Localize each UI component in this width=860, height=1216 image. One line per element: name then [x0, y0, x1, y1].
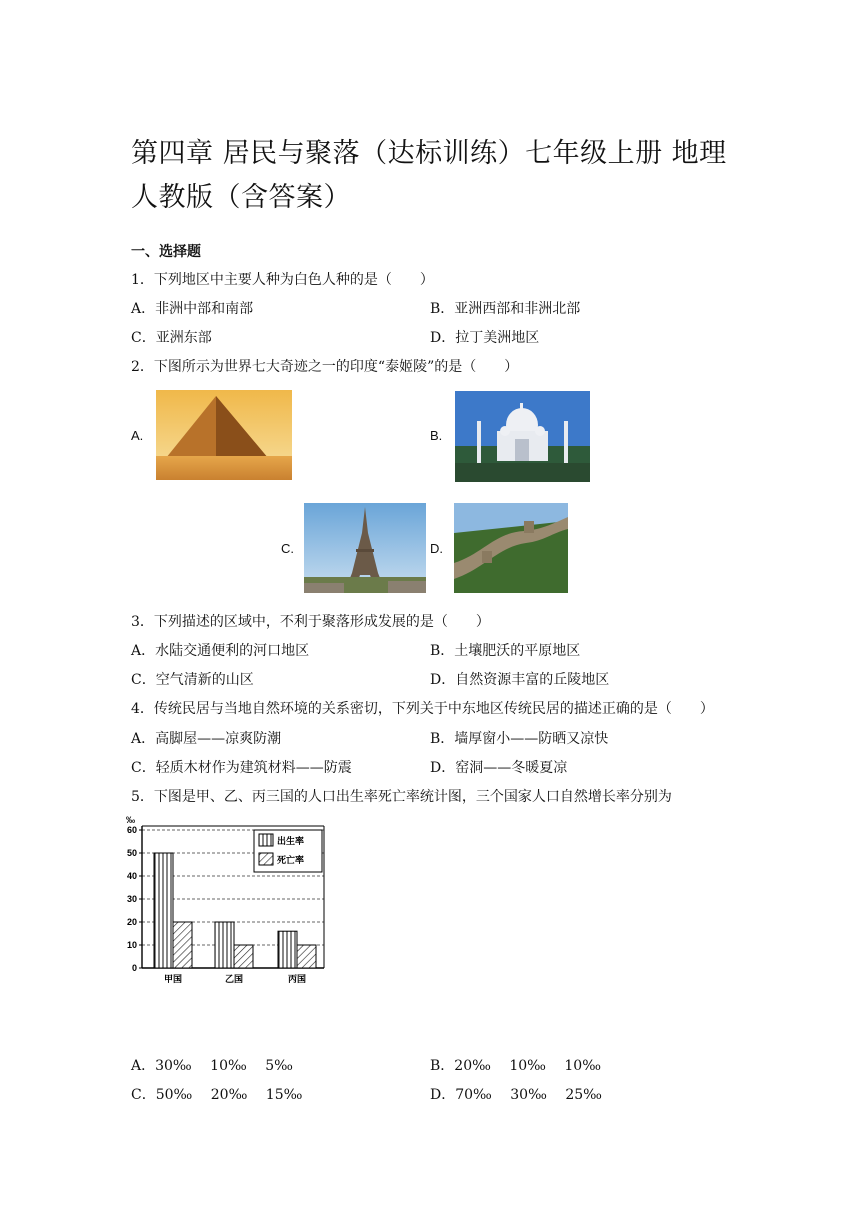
question-3-option-d: D．自然资源丰富的丘陵地区 [430, 672, 610, 688]
legend-label: 死亡率 [277, 856, 305, 866]
question-3-option-a: A．水陆交通便利的河口地区 [131, 643, 310, 659]
x-category-label: 丙国 [287, 975, 307, 985]
document-title: 第四章 居民与聚落（达标训练）七年级上册 地理人教版（含答案） [131, 138, 727, 213]
question-4-option-b: B．墙厚窗小——防晒又凉快 [430, 731, 609, 747]
y-tick-label: 40 [126, 871, 137, 881]
legend-swatch [259, 834, 273, 846]
x-category-label: 甲国 [163, 975, 183, 985]
question-4-option-a: A．高脚屋——凉爽防潮 [131, 731, 282, 747]
question-2-label-b: B. [430, 428, 443, 443]
question-1-option-b: B．亚洲西部和非洲北部 [430, 301, 581, 317]
y-tick-label: 30 [126, 894, 137, 904]
pyramid-image [156, 390, 292, 480]
bar-birth-1 [154, 853, 173, 968]
question-3-option-b: B．土壤肥沃的平原地区 [430, 643, 581, 659]
taj-mahal-image [455, 391, 590, 482]
question-4-stem: 4．传统民居与当地自然环境的关系密切，下列关于中东地区传统民居的描述正确的是（ ） [131, 701, 714, 717]
x-category-label: 乙国 [224, 975, 244, 985]
question-2-label-a: A. [131, 428, 144, 443]
question-3-option-c: C．空气清新的山区 [131, 672, 254, 688]
question-1-option-a: A．非洲中部和南部 [131, 301, 254, 317]
y-unit-label: ‰ [126, 815, 135, 825]
question-5-option-a: A．30‰ 10‰ 5‰ [131, 1058, 293, 1074]
section-heading: 一、选择题 [131, 244, 201, 260]
question-2-label-d: D. [430, 541, 443, 556]
eiffel-tower-image [304, 503, 426, 593]
question-2-label-c: C. [281, 541, 294, 556]
question-5-option-b: B．20‰ 10‰ 10‰ [430, 1058, 601, 1074]
legend-label: 出生率 [277, 837, 305, 847]
y-tick-label: 20 [126, 917, 137, 927]
bar-death-3 [297, 945, 316, 968]
bar-birth-3 [278, 931, 297, 968]
y-tick-label: 10 [126, 940, 137, 950]
bar-death-1 [173, 922, 192, 968]
question-1-option-d: D．拉丁美洲地区 [430, 330, 540, 346]
y-tick-label: 0 [131, 963, 137, 973]
bar-death-2 [234, 945, 253, 968]
bar-birth-2 [215, 922, 234, 968]
question-5-option-d: D．70‰ 30‰ 25‰ [430, 1087, 602, 1103]
question-3-stem: 3．下列描述的区域中，不利于聚落形成发展的是（ ） [131, 614, 490, 630]
y-tick-label: 60 [126, 825, 137, 835]
question-4-option-d: D．窑洞——冬暖夏凉 [430, 760, 568, 776]
question-5-stem: 5．下图是甲、乙、丙三国的人口出生率死亡率统计图，三个国家人口自然增长率分别为 [131, 789, 672, 805]
y-tick-label: 50 [126, 848, 137, 858]
great-wall-image [454, 503, 568, 593]
birth-death-rate-chart [118, 812, 338, 987]
question-1-option-c: C．亚洲东部 [131, 330, 212, 346]
question-1-stem: 1．下列地区中主要人种为白色人种的是（ ） [131, 272, 434, 288]
legend-swatch [259, 853, 273, 865]
question-4-option-c: C．轻质木材作为建筑材料——防震 [131, 760, 352, 776]
question-5-option-c: C．50‰ 20‰ 15‰ [131, 1087, 303, 1103]
question-2-stem: 2．下图所示为世界七大奇迹之一的印度“泰姬陵”的是（ ） [131, 359, 519, 375]
